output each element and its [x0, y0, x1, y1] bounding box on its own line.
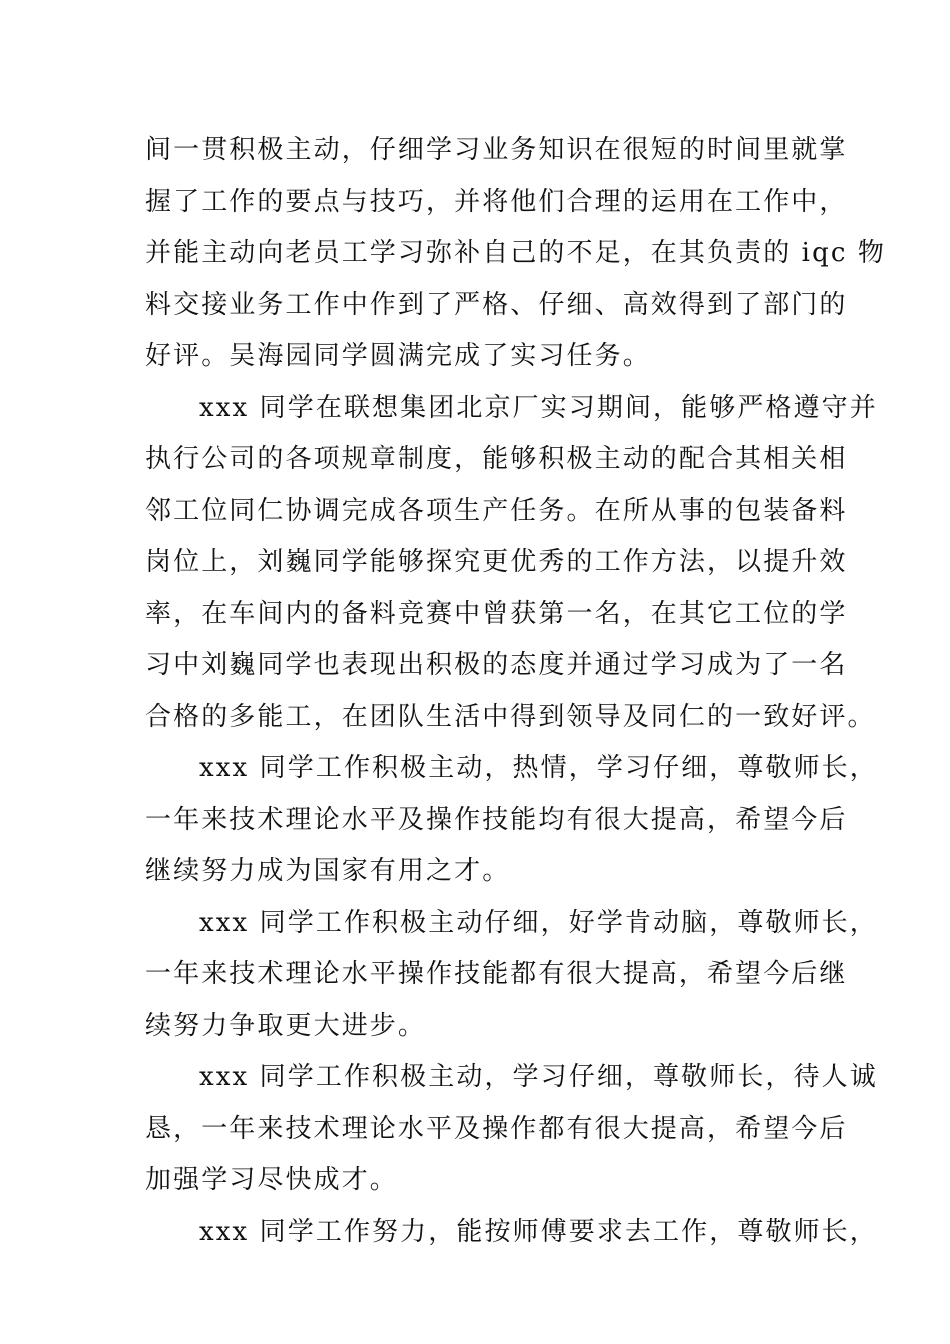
text-line: 并能主动向老员工学习弥补自己的不足，在其负责的 iqc 物 — [145, 238, 886, 268]
text-line: 率，在车间内的备料竞赛中曾获第一名，在其它工位的学 — [145, 598, 848, 629]
text-line: 执行公司的各项规章制度，能够积极主动的配合其相关相 — [145, 444, 848, 474]
text-line: 习中刘巍同学也表现出积极的态度并通过学习成为了一名 — [145, 650, 848, 680]
paragraph-start-line: xxx 同学在联想集团北京厂实习期间，能够严格遵守并 — [199, 392, 878, 423]
paragraph-start-line: xxx 同学工作积极主动仔细，好学肯动脑，尊敬师长， — [199, 907, 878, 938]
text-line: 继续努力成为国家有用之才。 — [145, 856, 511, 886]
paragraph-start-line: xxx 同学工作积极主动，热情，学习仔细，尊敬师长， — [199, 753, 878, 783]
text-line: 岗位上，刘巍同学能够探究更优秀的工作方法，以提升效 — [145, 547, 848, 577]
text-line: 料交接业务工作中作到了严格、仔细、高效得到了部门的 — [145, 289, 848, 320]
text-line: 间一贯积极主动，仔细学习业务知识在很短的时间里就掌 — [145, 135, 848, 165]
text-line: 好评。吴海园同学圆满完成了实习任务。 — [145, 341, 651, 371]
text-line: 邻工位同仁协调完成各项生产任务。在所从事的包装备料 — [145, 495, 848, 526]
text-line: 一年来技术理论水平及操作技能均有很大提高，希望今后 — [145, 804, 848, 835]
text-line: 一年来技术理论水平操作技能都有很大提高，希望今后继 — [145, 959, 848, 989]
text-line: 合格的多能工，在团队生活中得到领导及同仁的一致好评。 — [145, 701, 876, 732]
paragraph-start-line: xxx 同学工作努力，能按师傅要求去工作，尊敬师长， — [199, 1216, 878, 1247]
document-body — [145, 128, 886, 1261]
text-line: 恳，一年来技术理论水平及操作都有很大提高，希望今后 — [145, 1113, 848, 1144]
text-line: 握了工作的要点与技巧，并将他们合理的运用在工作中， — [145, 186, 848, 217]
text-line: 加强学习尽快成才。 — [145, 1165, 398, 1195]
paragraph-start-line: xxx 同学工作积极主动，学习仔细，尊敬师长，待人诚 — [199, 1062, 878, 1092]
text-line: 续努力争取更大进步。 — [145, 1010, 427, 1041]
